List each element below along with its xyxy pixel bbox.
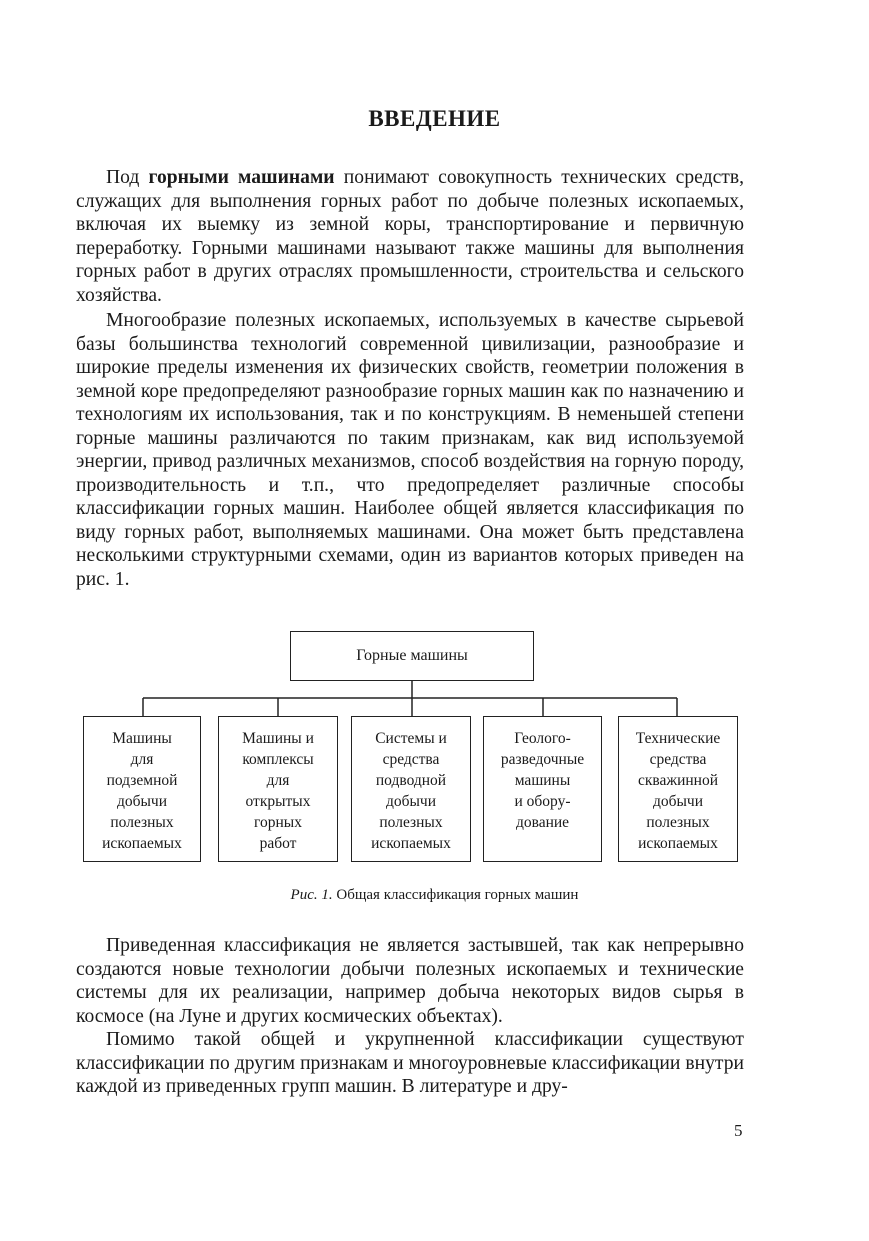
paragraph-1 — [76, 166, 744, 307]
figure-label: Рис. 1. — [290, 887, 333, 903]
diagram-leaf-borehole: Технические средства скважинной добычи полезных ископаемых — [618, 716, 738, 862]
figure-caption-text: Общая классификация горных машин — [332, 887, 579, 903]
page-number: 5 — [734, 1121, 743, 1140]
paragraph-3: Приведенная классификация не является застывшей, так как непрерывно создаются новые технологии добычи полезных ископаемых и технические системы для их реализации, например добыча некоторых видов сырья в космосе (на Луне и других космических объектах). — [76, 935, 744, 1027]
paragraph-1-rest: понимают совокупность технических средств, служащих для выполнения горных работ по добыче полезных ископаемых, включая их выемку из земной коры, транспортирование и первичную переработку. Горными машинами называют также машины для выполнения горных работ в других отраслях промышленности, строительства и сельского хозяйства. — [76, 167, 744, 306]
diagram-leaf-open-pit: Машины и комплексы для открытых горных работ — [218, 716, 338, 862]
paragraph-2: Многообразие полезных ископаемых, используемых в качестве сырьевой базы большинства технологий современной цивилизации, разнообразие и широкие пределы изменения их физических свойств, геометрии положения в земной коре предопределяют разнообразие горных машин как по назначению и технологиям их использования, так и по конструкциям. В неменьшей степени горные машины различаются по таким признакам, как вид используемой энергии, привод различных механизмов, способ воздействия на горную породу, производительность и т.п., что предопределяет различные способы классификации горных машин. Наиболее общей является классификация по виду горных работ, выполняемых машинами. Она может быть представлена несколькими структурными схемами, один из вариантов которых приведен на рис. 1. — [76, 310, 744, 590]
diagram-leaf-exploration: Геолого- разведочные машины и обору- дование — [483, 716, 602, 862]
paragraph-4: Помимо такой общей и укрупненной классификации существуют классификации по другим признакам и многоуровневые классификации внутри каждой из приведенных групп машин. В литературе и дру- — [76, 1029, 744, 1097]
chapter-heading: ВВЕДЕНИЕ — [368, 106, 501, 131]
term-mining-machines: горными машинами — [148, 167, 335, 188]
diagram-leaf-underground: Машины для подземной добычи полезных ископаемых — [83, 716, 201, 862]
diagram-root-box: Горные машины — [290, 631, 534, 681]
figure-caption — [0, 887, 869, 904]
diagram-leaf-underwater: Системы и средства подводной добычи полезных ископаемых — [351, 716, 471, 862]
paragraph-1-lead: Под — [106, 167, 149, 188]
